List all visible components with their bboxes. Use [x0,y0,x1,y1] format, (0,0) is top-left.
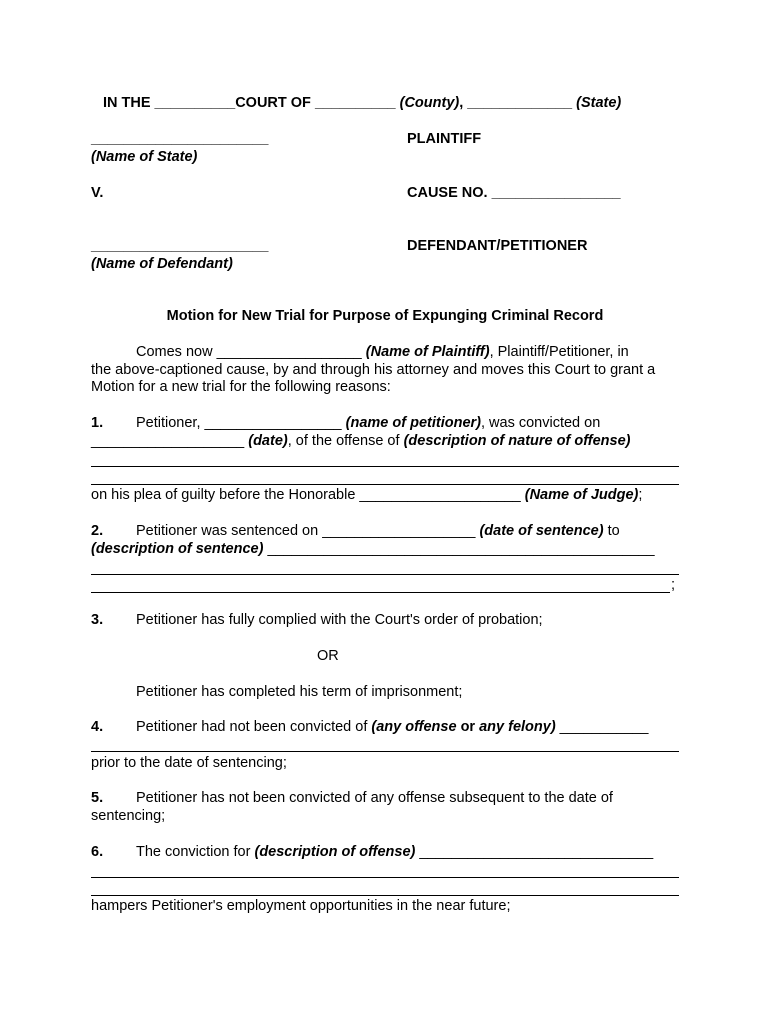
item-5-line-1: Petitioner has not been convicted of any offense subsequent to the date of [136,790,613,806]
item-1-petitioner-text: Petitioner, _________________ [136,415,346,431]
item-6-conviction-text: The conviction for [136,844,255,860]
or-separator: OR [317,648,339,664]
name-of-plaintiff-label: (Name of Plaintiff) [365,344,490,360]
name-of-state-label: (Name of State) [91,149,198,165]
item-2-line-1 [136,522,620,540]
item-1-blank-line-2 [91,484,679,485]
state-label: (State) [576,95,622,111]
date-label: (date) [248,433,288,449]
plaintiff-label: PLAINTIFF [407,131,482,147]
item-2-to-text: to [603,523,620,539]
item-3-number: 3. [91,612,104,628]
item-6-blank-line-1 [91,877,679,878]
document-title: Motion for New Trial for Purpose of Expunging Criminal Record [166,308,604,324]
item-2-line-2 [91,540,655,558]
intro-line-1 [136,343,629,361]
name-of-defendant-label: (Name of Defendant) [91,256,233,272]
item-2-semicolon: ; [671,577,676,593]
item-5-line-2: sentencing; [91,808,166,824]
intro-plaintiff-petitioner: , Plaintiff/Petitioner, in [489,344,629,360]
item-1-line-3 [91,486,642,504]
item-4-number: 4. [91,719,104,735]
date-of-sentence-label: (date of sentence) [479,523,604,539]
item-2-blank-line-2 [91,592,670,593]
cause-number-label: CAUSE NO. ________________ [407,185,621,201]
item-3-probation-text: Petitioner has fully complied with the Court's order of probation; [136,612,543,628]
item-2-sentence-blank: ________________________________________________ [263,541,655,557]
intro-line-2: the above-captioned cause, by and through his attorney and moves this Court to grant a [91,362,656,378]
item-6-number: 6. [91,844,104,860]
item-1-date-blank: ___________________ [91,433,249,449]
intro-comes-now: Comes now __________________ [136,344,366,360]
description-of-offense-label: (description of offense) [254,844,416,860]
item-1-number: 1. [91,415,104,431]
item-1-convicted-text: , was convicted on [480,415,601,431]
item-5-number: 5. [91,790,104,806]
item-6-blank: _____________________________ [415,844,654,860]
item-1-honorable-text: on his plea of guilty before the Honorable ____________________ [91,487,525,503]
item-3-imprisonment-text: Petitioner has completed his term of imprisonment; [136,684,463,700]
name-of-petitioner-label: (name of petitioner) [345,415,481,431]
item-1-blank-line-1 [91,466,679,467]
court-caption-text: IN THE __________COURT OF __________ [103,95,400,111]
versus-label: V. [91,185,104,201]
item-1-offense-text: , of the offense of [287,433,404,449]
item-2-blank-line-1 [91,574,679,575]
item-1-line-1 [136,414,600,432]
court-caption-line [103,94,621,112]
item-4-line-1 [136,718,648,736]
item-1-semicolon: ; [638,487,643,503]
any-offense-label: (any offense [371,719,461,735]
item-4-blank: ___________ [555,719,649,735]
item-4-convicted-text: Petitioner had not been convicted of [136,719,372,735]
item-6-blank-line-2 [91,895,679,896]
name-of-judge-label: (Name of Judge) [524,487,639,503]
nature-of-offense-label: (description of nature of offense) [403,433,631,449]
item-4-blank-line [91,751,679,752]
description-of-sentence-label: (description of sentence) [91,541,264,557]
any-felony-label: any felony) [475,719,556,735]
or-connector: or [460,719,476,735]
state-name-blank: ______________________ [91,131,269,147]
county-label: (County) [399,95,460,111]
item-4-line-2: prior to the date of sentencing; [91,755,287,771]
intro-line-3: Motion for a new trial for the following reasons: [91,379,391,395]
defendant-name-blank: ______________________ [91,238,269,254]
caption-comma-blank: , _____________ [459,95,577,111]
item-2-sentenced-text: Petitioner was sentenced on ___________________ [136,523,480,539]
item-6-line-2: hampers Petitioner's employment opportunities in the near future; [91,898,511,914]
defendant-petitioner-label: DEFENDANT/PETITIONER [407,238,588,254]
item-6-line-1 [136,843,653,861]
item-2-number: 2. [91,523,104,539]
item-1-line-2 [91,432,630,450]
